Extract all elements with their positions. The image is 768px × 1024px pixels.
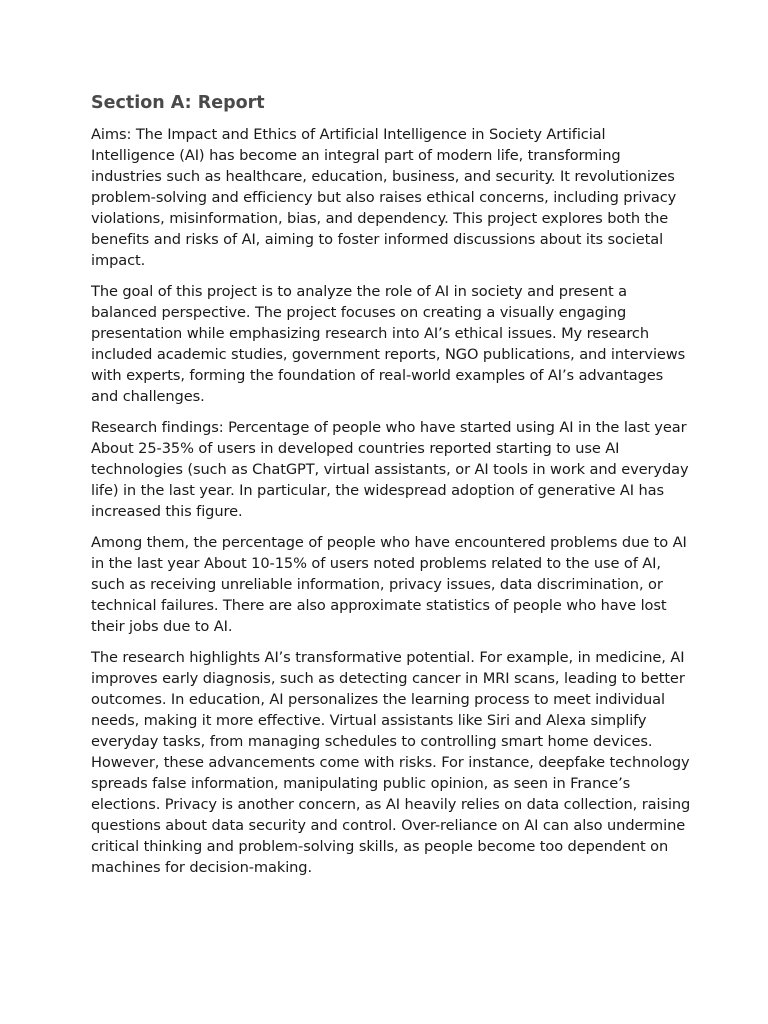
document-page xyxy=(91,92,691,888)
paragraph-highlights: The research highlights AI’s transformative potential. For example, in medicine, AI improves early diagnosis, such as detecting cancer in MRI scans, leading to better outcomes. In education, AI personalizes the learning process to meet individual needs, making it more effective. Virtual assistants like Siri and Alexa simplify everyday tasks, from managing schedules to controlling smart home devices. However, these advancements come with risks. For instance, deepfake technology spreads false information, manipulating public opinion, as seen in France’s elections. Privacy is another concern, as AI heavily relies on data collection, raising questions about data security and control. Over-reliance on AI can also undermine critical thinking and problem-solving skills, as people become too dependent on machines for decision-making. xyxy=(91,649,691,876)
section-title: Section A: Report xyxy=(91,93,265,113)
paragraph-aims: Aims: The Impact and Ethics of Artificial Intelligence in Society Artificial Intelligence (AI) has become an integral part of modern life, transforming industries such as healthcare, education, business, and security. It revolutionizes problem-solving and efficiency but also raises ethical concerns, including privacy violations, misinformation, bias, and dependency. This project explores both the benefits and risks of AI, aiming to foster informed discussions about its societal impact. xyxy=(91,126,677,269)
paragraph-goal: The goal of this project is to analyze the role of AI in society and present a balanced perspective. The project focuses on creating a visually engaging presentation while emphasizing research into AI’s ethical issues. My research included academic studies, government reports, NGO publications, and interviews with experts, forming the foundation of real-world examples of AI’s advantages and challenges. xyxy=(91,283,686,405)
paragraph-problems: Among them, the percentage of people who have encountered problems due to AI in the last year About 10-15% of users noted problems related to the use of AI, such as receiving unreliable information, privacy issues, data discrimination, or technical failures. There are also approximate statistics of people who have lost their jobs due to AI. xyxy=(91,534,687,635)
paragraph-research-findings: Research findings: Percentage of people who have started using AI in the last year About 25-35% of users in developed countries reported starting to use AI technologies (such as ChatGPT, virtual assistants, or AI tools in work and everyday life) in the last year. In particular, the widespread adoption of generative AI has increased this figure. xyxy=(91,419,689,520)
